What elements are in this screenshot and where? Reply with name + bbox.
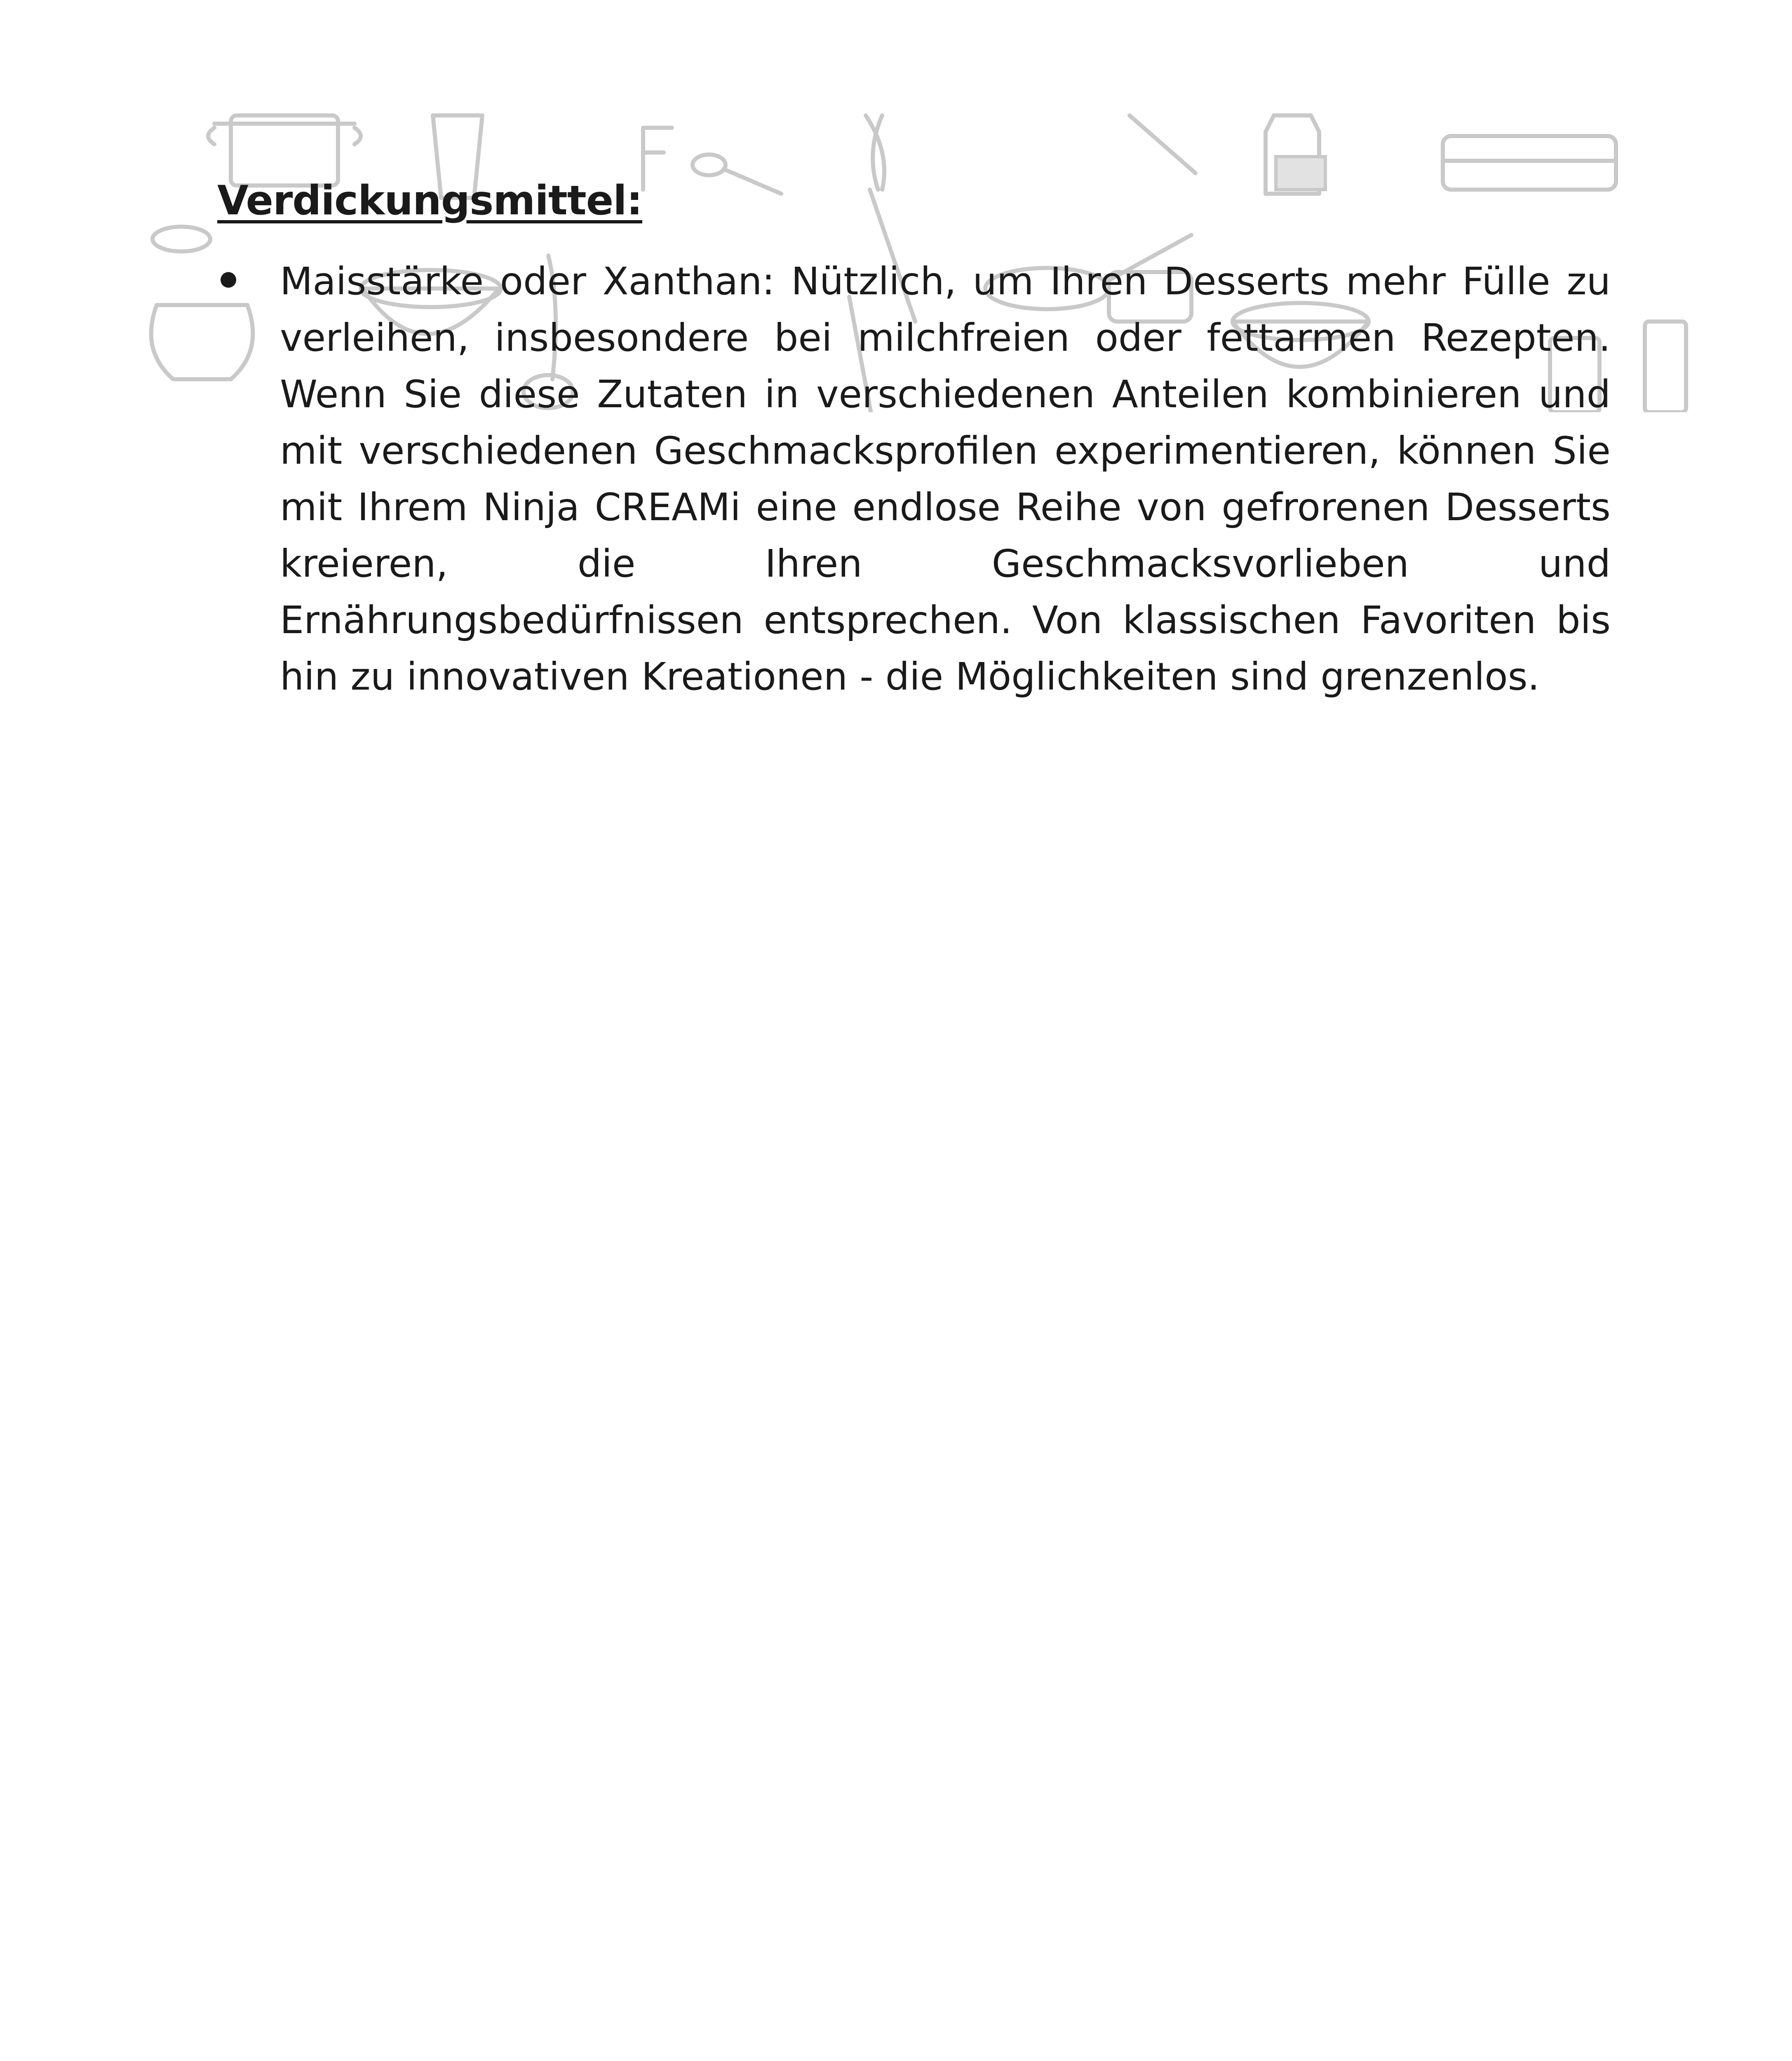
list-item-text: Maisstärke oder Xanthan: Nützlich, um Ihren Desserts mehr Fülle zu verleihen, insbesondere bei milchfreien oder fettarmen Rezepten. Wenn Sie diese Zutaten in verschiedenen Anteilen kombinieren und mit verschiedenen Geschmacksprofilen experimentieren, können Sie mit Ihrem Ninja CREAMi eine endlose Reihe von gefrorenen Desserts kreieren, die Ihren Geschmacksvorlieben und Ernährungsbedürfnissen entsprechen. Von klassischen Favoriten bis hin zu innovativen Kreationen - die Möglichkeiten sind grenzenlos.: [280, 259, 1611, 699]
bullet-icon: [221, 272, 236, 288]
section-heading: Verdickungsmittel:: [217, 177, 642, 224]
main-content: [217, 177, 1611, 705]
list-item: [217, 253, 1611, 705]
bullet-list: [217, 253, 1611, 705]
